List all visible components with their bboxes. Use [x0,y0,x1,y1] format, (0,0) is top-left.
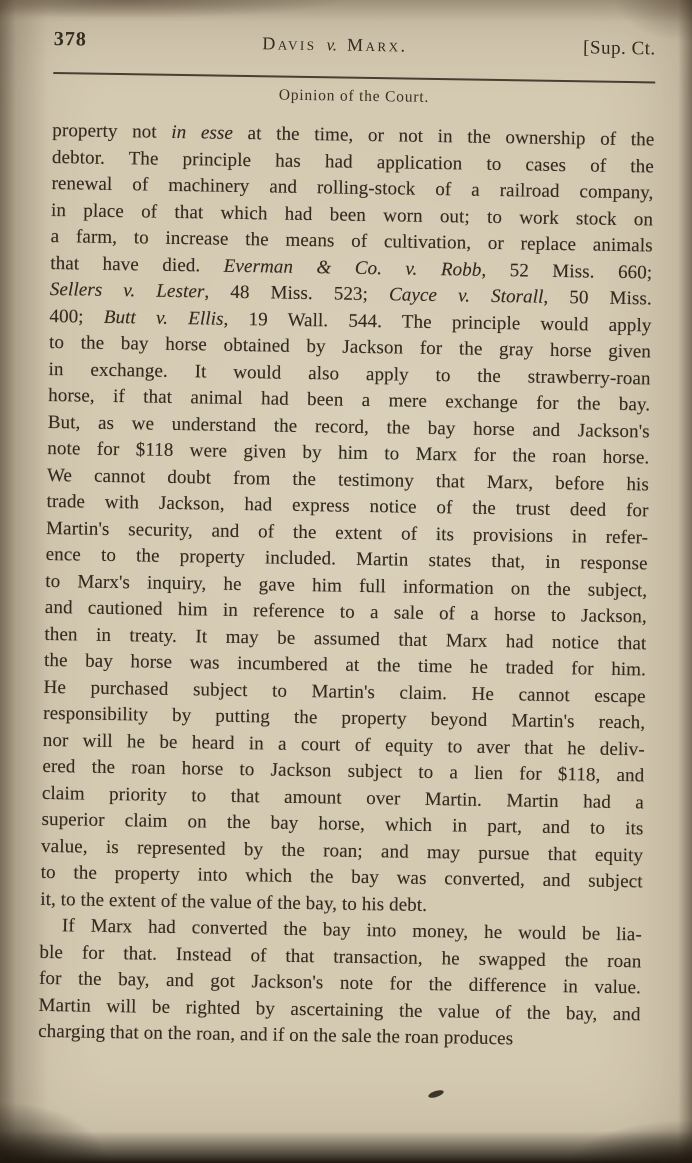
text-line: horse, if that animal had been a mere exchange for the bay. [48,384,651,416]
text-line: He purchased subject to Martin's claim. He cannot escape [43,676,646,707]
text-line: But, as we understand the record, the bay horse and Jackson's [47,411,650,442]
text-line: trade with Jackson, had express notice of the trust deed for [46,490,649,522]
running-header [54,28,656,60]
text-line: in place of that which had been worn out; to work stock on [50,199,654,230]
court-label: [Sup. Ct. [582,37,656,60]
text-line: Martin's security, and of the extent of its provisions in refer- [45,517,649,548]
text-line: ble for that. Instead of that transaction, he swapped the roan [39,941,642,972]
text-line: renewal of machinery and rolling-stock of a railroad company, [51,172,654,204]
text-line: it, to the extent of the value of the bay, to his debt. [40,888,428,916]
text-line: claim priority to that amount over Martin. Martin had a [41,782,645,813]
text-line: We cannot doubt from the testimony that Marx, before his [46,464,650,495]
text-line: nor will he be heard in a court of equity to aver that he deliv- [42,729,645,760]
case-title [87,31,584,60]
text-line: that have died. Everman & Co. v. Robb, 52 Miss. 660; [50,252,653,283]
text-line: Sellers v. Lester, 48 Miss. 523; Cayce v. Storall, 50 Miss. [49,278,652,310]
text-line: responsibility by putting the property beyond Martin's reach, [43,702,646,734]
text-line: value, is represented by the roan; and may pursue that equity [40,835,644,866]
divider-rule [53,72,655,83]
text-line: Martin will be righted by ascertaining the value of the bay, and [38,994,641,1025]
text-line: to the bay horse obtained by Jackson for the gray horse given [48,331,652,363]
text-line: and cautioned him in reference to a sale of a horse to Jackson, [44,596,647,628]
section-heading: Opinion of the Court. [278,86,430,106]
paragraph [38,913,642,1055]
versus-label: v. [326,35,338,55]
text-line: then in treaty. It may be assumed that Marx had notice that [44,623,647,654]
text-line: a farm, to increase the means of cultivation, or replace animals [50,225,653,257]
page-number: 378 [53,28,87,51]
text-line: debtor. The principle has had application to cases of the [51,146,655,177]
page-content [38,28,656,1055]
text-line: the bay horse was incumbered at the time he traded for him. [43,649,647,681]
paragraph [40,118,654,922]
text-line: ered the roan horse to Jackson subject to a lien for $118, and [42,755,645,787]
text-line: note for $118 were given by him to Marx for the roan horse. [47,437,650,469]
case-name-left: Davis [262,33,317,55]
text-line: in exchange. It would also apply to the strawberry-roan [48,358,651,389]
text-line: If Marx had converted the bay into money, he would be lia- [61,915,642,946]
text-line: 400; Butt v. Ellis, 19 Wall. 544. The principle would apply [49,305,652,336]
text-line: superior claim on the bay horse, which in part, and to its [41,808,644,840]
body-text [38,118,654,1055]
ink-smudge [427,1089,444,1100]
text-line: to Marx's inquiry, he gave him full information on the subject, [45,570,648,601]
text-line: charging that on the roan, and if on the sale the roan produces [38,1020,514,1050]
text-line: property not in esse at the time, or not in the ownership of the [52,119,655,151]
text-line: to the property into which the bay was converted, and subject [40,861,643,893]
text-line: for the bay, and got Jackson's note for the difference in value. [38,967,642,999]
text-line: ence to the property included. Martin states that, in response [45,543,648,575]
case-name-right: Marx. [346,34,408,56]
